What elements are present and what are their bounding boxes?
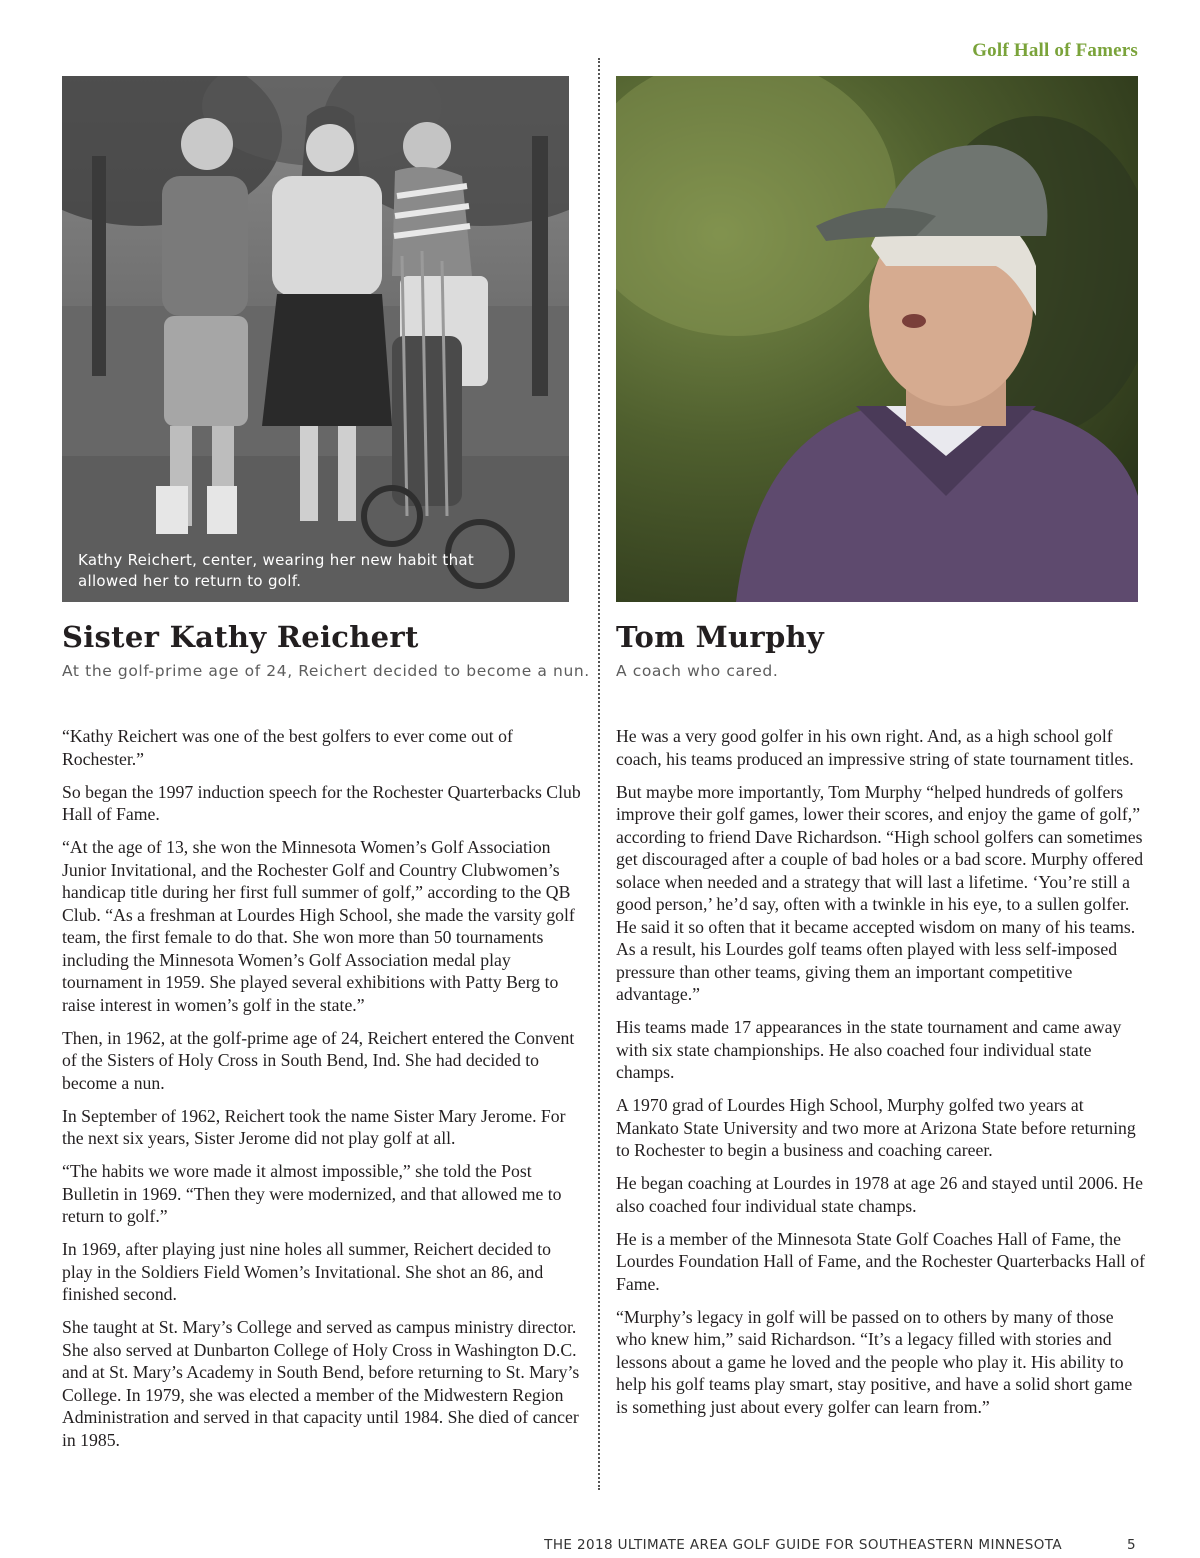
murphy-name: Tom Murphy <box>616 620 825 654</box>
footer-publication-title: THE 2018 ULTIMATE AREA GOLF GUIDE FOR SOUTHEASTERN MINNESOTA <box>544 1537 1062 1553</box>
article-paragraph: He was a very good golfer in his own right. And, as a high school golf coach, his teams produced an impressive string of state tournament titles. <box>616 726 1134 769</box>
article-paragraph: His teams made 17 appearances in the state tournament and came away with six state championships. He also coached four individual state champs. <box>616 1017 1122 1082</box>
murphy-photo-illustration <box>616 76 1138 602</box>
reichert-article <box>62 725 582 1462</box>
article-paragraph: He began coaching at Lourdes in 1978 at age 26 and stayed until 2006. He also coached four individual state champs. <box>616 1173 1144 1216</box>
article-paragraph: She taught at St. Mary’s College and served as campus ministry director. She also served at Dunbarton College of Holy Cross in Washington D.C. and at St. Mary’s Academy in South Bend, before returning to St. Mary’s College. In 1979, she was elected a member of the Midwestern Region Administration and served in that capacity until 1984. She died of cancer in 1985. <box>62 1317 580 1450</box>
article-paragraph: Then, in 1962, at the golf-prime age of 24, Reichert entered the Convent of the Sisters of Holy Cross in South Bend, Ind. She had decided to become a nun. <box>62 1027 575 1093</box>
article-paragraph: “Murphy’s legacy in golf will be passed on to others by many of those who knew him,” said Richardson. “It’s a legacy filled with stories and lessons about a game he loved and the people who play it. His ability to help his golf teams play smart, stay positive, and have a solid short game is something just about every golfer can learn from.” <box>616 1306 1133 1417</box>
murphy-subtitle: A coach who cared. <box>616 662 779 680</box>
article-paragraph: “The habits we wore made it almost impossible,” she told the Post Bulletin in 1969. “Then they were modernized, and that allowed me to return to golf.” <box>62 1161 562 1226</box>
murphy-photo <box>616 76 1138 602</box>
reichert-name: Sister Kathy Reichert <box>62 620 419 654</box>
section-header: Golf Hall of Famers <box>972 40 1138 61</box>
article-paragraph: “Kathy Reichert was one of the best golfers to ever come out of Rochester.” <box>62 726 513 769</box>
article-paragraph: In 1969, after playing just nine holes all summer, Reichert decided to play in the Soldiers Field Women’s Invitational. She shot an 86, and finished second. <box>62 1239 552 1304</box>
reichert-photo-illustration <box>62 76 569 602</box>
murphy-article <box>616 725 1146 1429</box>
article-paragraph: “At the age of 13, she won the Minnesota Women’s Golf Association Junior Invitational, and the Rochester Golf and Country Clubwomen’s handicap title during her first full summer of golf,” according to the QB Club. “As a freshman at Lourdes High School, she made the varsity golf team, the first female to do that. She won more than 50 tournaments including the Minnesota Women’s Golf Association medal play tournament in 1959. She played several exhibitions with Patty Berg to raise interest in women’s golf in the state.” <box>62 837 575 1015</box>
page-footer <box>0 1537 1200 1557</box>
article-paragraph: He is a member of the Minnesota State Golf Coaches Hall of Fame, the Lourdes Foundation Hall of Fame, and the Rochester Quarterbacks Hall of Fame. <box>616 1228 1146 1294</box>
article-paragraph: A 1970 grad of Lourdes High School, Murphy golfed two years at Mankato State University and two more at Arizona State before returning to Rochester to begin a business and coaching career. <box>616 1095 1136 1160</box>
reichert-photo-caption: Kathy Reichert, center, wearing her new habit that allowed her to return to golf. <box>78 551 475 590</box>
article-paragraph: But maybe more importantly, Tom Murphy “helped hundreds of golfers improve their golf games, lower their scores, and enjoy the game of golf,” according to friend Dave Richardson. “High school golfers can sometimes get discouraged after a couple of bad holes or a bad score. Murphy offered solace when needed and a strategy that will last a lifetime. ‘You’re still a good person,’ he’d say, often with a twinkle in his eye, to a sullen golfer. He said it so often that it became accepted wisdom on many of his teams. As a result, his Lourdes golf teams often played with less self-imposed pressure than other teams, giving them an important competitive advantage.” <box>616 781 1144 1004</box>
page-number: 5 <box>1127 1537 1136 1553</box>
column-divider <box>598 58 600 1490</box>
reichert-subtitle: At the golf-prime age of 24, Reichert decided to become a nun. <box>62 662 590 680</box>
article-paragraph: In September of 1962, Reichert took the name Sister Mary Jerome. For the next six years, Sister Jerome did not play golf at all. <box>62 1105 566 1148</box>
article-paragraph: So began the 1997 induction speech for the Rochester Quarterbacks Club Hall of Fame. <box>62 781 581 824</box>
reichert-photo <box>62 76 569 602</box>
